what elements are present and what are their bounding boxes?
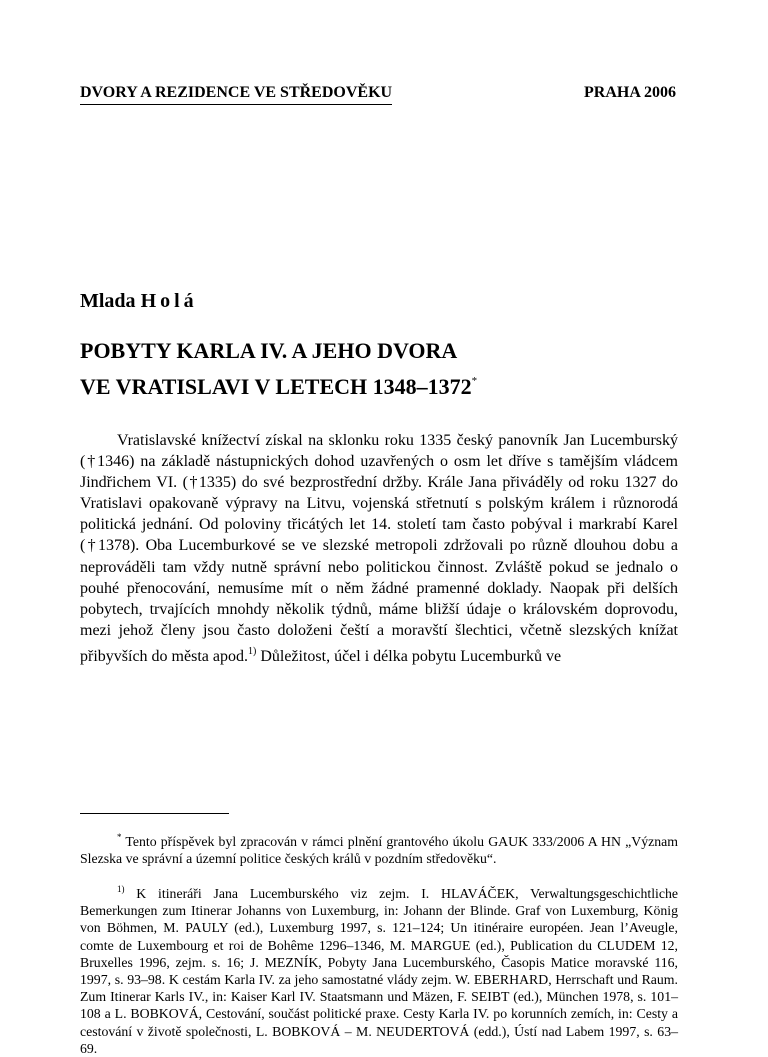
footnote-2-mark: 1)	[117, 884, 125, 894]
running-header-title: DVORY A REZIDENCE VE STŘEDOVĚKU	[80, 84, 392, 105]
body-text-part-2: Důležitost, účel i délka pobytu Lucemburků ve	[260, 647, 562, 665]
title-footnote-mark[interactable]: *	[471, 375, 478, 387]
footnote-1	[80, 829, 678, 867]
body-text-part-1: Vratislavské knížectví získal na sklonku roku 1335 český panovník Jan Lucemburský (†1346) na základě nástupnických dohod uzavřených o osm let dříve s tamějším vládcem Jindřichem VI. (†1335) do své bezprostřední držby. Krále Jana přiváděly od roku 1327 do Vratislavi opakovaně výpravy na Litvu, vojenská střetnutí s polským králem i různorodá politická jednání. Od poloviny třicátých let 14. století tam často pobýval i markrabí Karel (†1378). Oba Lucemburkové se ve slezské metropoli zdržovali po různě dlouhou dobu a neprováděli tam vždy nutně správní nebo politickou činnost. Zvláště pokud se jednalo o pouhé přenocování, nemusíme mít o něm žádné pramenné doklady. Naopak při delších pobytech, trvajících mnohdy několik týdnů, máme bližší údaje o královském doprovodu, mezi jehož členy jsou často doloženi čeští a moravští šlechtici, včetně slezských knížat přibyvších do města apod.	[80, 432, 678, 665]
footnote-2-text: K itineráři Jana Lucemburského viz zejm. I. HLAVÁČEK, Verwaltungsgeschichtliche Bemerkungen zum Itinerar Johanns von Luxemburg, in: Johann der Blinde. Graf von Luxemburg, König von Böhmen, M. PAULY (ed.), Luxemburg 1997, s. 121–124; Un itinéraire européen. Jean l’Aveugle, comte de Luxembourg et roi de Bohême 1296–1346, M. MARGUE (ed.), Publication du CLUDEM 12, Bruxelles 1996, zejm. s. 16; J. MEZNÍK, Pobyty Jana Lucemburského, Časopis Matice moravské 116, 1997, s. 93–98. K cestám Karla IV. za jeho samostatné vlády zejm. W. EBERHARD, Herrschaft und Raum. Zum Itinerar Karls IV., in: Kaiser Karl IV. Staatsmann und Mäzen, F. SEIBT (ed.), München 1978, s. 101–108 a L. BOBKOVÁ, Cestování, součást politické praxe. Cesty Karla IV. po korunních zemích, in: Cesty a cestování v životě společnosti, L. BOBKOVÁ – M. NEUDERTOVÁ (edd.), Ústí nad Labem 1997, s. 63–69.	[80, 886, 679, 1056]
author-first-name: Mlada	[80, 290, 136, 312]
body-footnote-mark[interactable]: 1)	[247, 645, 257, 657]
article-title-line-1: POBYTY KARLA IV. A JEHO DVORA	[80, 338, 458, 363]
author-last-name: Holá	[140, 290, 198, 312]
article-title	[80, 336, 477, 402]
footnote-1-text: Tento příspěvek byl zpracován v rámci plnění grantového úkolu GAUK 333/2006 A HN „Význam Slezska ve správní a územní politice českých králů v pozdním středověku“.	[80, 834, 678, 867]
running-header-place-year: PRAHA 2006	[584, 84, 676, 101]
footnote-1-mark: *	[117, 832, 122, 842]
article-title-line-2: VE VRATISLAVI V LETECH 1348–1372	[80, 374, 472, 399]
footnote-2	[80, 881, 678, 1057]
footnote-separator	[80, 813, 229, 814]
author-name	[80, 290, 198, 313]
body-paragraph	[80, 430, 678, 667]
